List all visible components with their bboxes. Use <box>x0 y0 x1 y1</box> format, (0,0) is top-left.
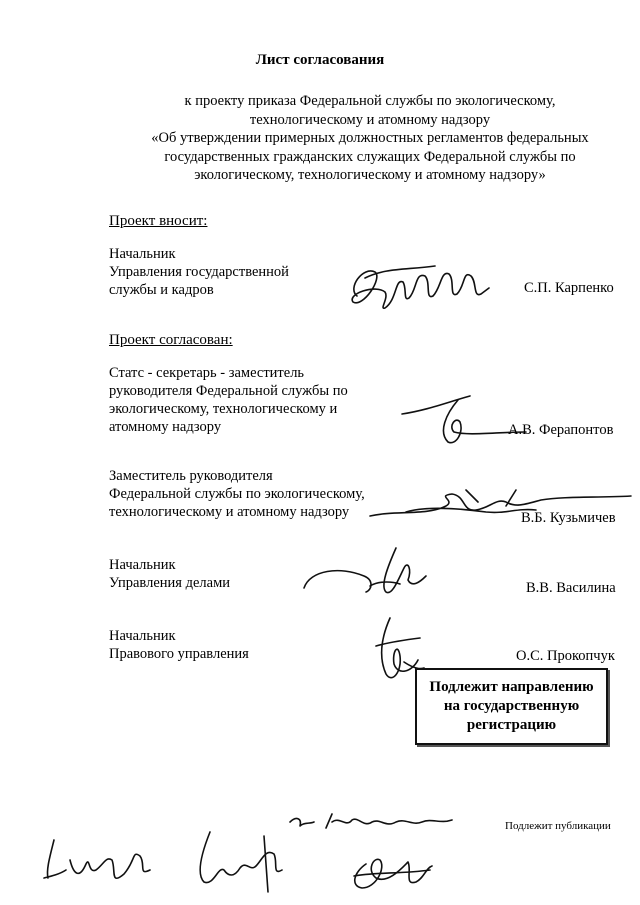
signature-karpenko <box>345 258 495 318</box>
publication-note: Подлежит публикации <box>505 820 611 832</box>
subject-line: технологическому и атомному надзору <box>249 111 491 128</box>
position-line: Начальник <box>109 246 176 262</box>
position-line: Управления государственной <box>109 264 289 280</box>
document-subject <box>100 92 640 185</box>
initials-mark <box>40 830 160 890</box>
position-line: экологическому, технологическому и <box>109 401 338 417</box>
position-line: технологическому и атомному надзору <box>109 504 350 520</box>
approved-by-heading: Проект согласован: <box>109 332 233 348</box>
signatory-name: В.В. Василина <box>526 580 616 596</box>
subject-line: «Об утверждении примерных должностных регламентов федеральных <box>151 130 589 146</box>
signatory-name: А.В. Ферапонтов <box>508 422 614 438</box>
position-line: Федеральной службы по экологическому, <box>109 486 365 502</box>
introduced-by-heading: Проект вносит: <box>109 213 208 229</box>
signatory-name: О.С. Прокопчук <box>516 648 615 664</box>
subject-line: государственных гражданских служащих Федеральной службы по <box>164 148 576 165</box>
signatory-position <box>109 364 348 436</box>
handwritten-note <box>286 806 456 836</box>
document-title: Лист согласования <box>255 52 385 68</box>
position-line: службы и кадров <box>109 282 214 298</box>
stamp-line: Подлежит направлению <box>429 679 594 695</box>
registration-stamp <box>415 668 608 745</box>
initials-mark <box>346 846 436 896</box>
position-line: Начальник <box>109 557 176 573</box>
position-line: Заместитель руководителя <box>109 468 273 484</box>
position-line: атомному надзору <box>109 419 222 435</box>
signatory-name: В.Б. Кузьмичев <box>521 510 616 526</box>
position-line: Управления делами <box>109 575 230 591</box>
stamp-line: на государственную <box>443 698 580 714</box>
stamp-line: регистрацию <box>466 717 557 733</box>
position-line: Начальник <box>109 628 176 644</box>
signatory-position <box>109 627 249 663</box>
position-line: Правового управления <box>109 646 249 662</box>
signatory-name: С.П. Карпенко <box>524 280 614 296</box>
subject-line: экологическому, технологическому и атомному надзору» <box>194 167 546 183</box>
position-line: руководителя Федеральной службы по <box>109 383 348 399</box>
introducer-position <box>109 245 289 299</box>
initials-mark <box>190 826 300 896</box>
signatory-position <box>109 467 365 521</box>
subject-line: к проекту приказа Федеральной службы по экологическому, <box>184 93 556 109</box>
position-line: Статс - секретарь - заместитель <box>109 365 305 381</box>
signatory-position <box>109 556 230 592</box>
signature-vasilina <box>300 540 450 610</box>
